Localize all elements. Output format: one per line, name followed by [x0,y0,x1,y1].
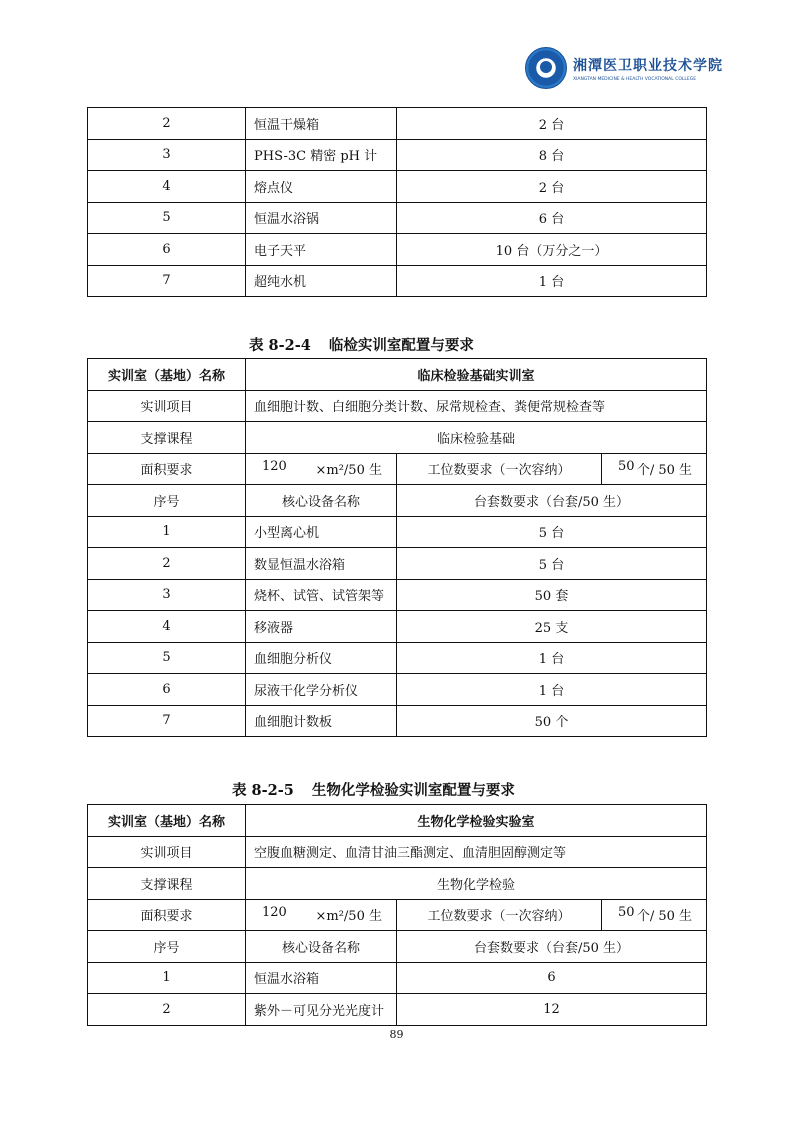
table-row [88,234,707,266]
area-label: 面积要求 [88,899,246,931]
col-header-number: 序号 [88,485,246,517]
equipment-quantity: 50 个 [397,705,707,737]
table-row [88,548,707,580]
equipment-quantity: 6 台 [397,202,707,234]
course-value: 生物化学检验 [246,868,707,900]
course-row [88,868,707,900]
equipment-name: 紫外－可见分光光度计 [246,994,397,1026]
college-name-en: XIANGTAN MEDICINE & HEALTH VOCATIONAL COLLEGE [573,76,697,82]
row-number: 1 [88,516,246,548]
area-value: 120 [262,459,287,475]
equipment-name: 血细胞分析仪 [246,642,397,674]
equipment-quantity: 5 台 [397,548,707,580]
table-825 [87,804,707,1026]
table-row [88,516,707,548]
equipment-quantity: 12 [397,994,707,1026]
station-unit: 个/ 50 生 [636,909,693,925]
column-header-row [88,931,707,963]
room-name-row [88,359,707,391]
equipment-quantity: 50 套 [397,579,707,611]
room-name-row [88,805,707,837]
area-label: 面积要求 [88,453,246,485]
area-unit: ×m²/50 生 [315,909,382,925]
equipment-quantity: 5 台 [397,516,707,548]
room-label: 实训室（基地）名称 [88,359,246,391]
table-row [88,994,707,1026]
col-header-quantity: 台套数要求（台套/50 生） [397,485,707,517]
table-824-number: 表 8-2-4 [249,337,311,354]
col-header-name: 核心设备名称 [246,485,397,517]
college-name [573,55,723,82]
table-row [88,579,707,611]
equipment-name: 恒温水浴箱 [246,962,397,994]
row-number: 2 [88,108,246,140]
col-header-quantity: 台套数要求（台套/50 生） [397,931,707,963]
table-row [88,108,707,140]
equipment-quantity: 8 台 [397,139,707,171]
training-items-value: 血细胞计数、白细胞分类计数、尿常规检查、粪便常规检查等 [246,390,707,422]
station-value: 50 [618,459,635,475]
station-value: 50 [618,905,635,921]
table-row [88,705,707,737]
equipment-table-continued [87,107,707,297]
training-items-row [88,836,707,868]
table-row [88,674,707,706]
college-logo [525,44,723,92]
table-row [88,265,707,297]
equipment-quantity: 2 台 [397,171,707,203]
table-825-number: 表 8-2-5 [232,782,294,799]
row-number: 6 [88,234,246,266]
training-items-label: 实训项目 [88,390,246,422]
table-row [88,171,707,203]
table-824-caption [249,334,474,355]
table-row [88,202,707,234]
row-number: 7 [88,265,246,297]
college-name-cn: 湘潭医卫职业技术学院 [573,57,723,74]
room-label: 实训室（基地）名称 [88,805,246,837]
table-824 [87,358,707,737]
area-value: 120 [262,905,287,921]
training-items-value: 空腹血糖测定、血清甘油三酯测定、血清胆固醇测定等 [246,836,707,868]
station-label: 工位数要求（一次容纳） [397,899,602,931]
room-name: 生物化学检验实验室 [246,805,707,837]
row-number: 3 [88,139,246,171]
equipment-name: 尿液干化学分析仪 [246,674,397,706]
col-header-number: 序号 [88,931,246,963]
page-number: 89 [389,1028,404,1041]
col-header-name: 核心设备名称 [246,931,397,963]
training-items-label: 实训项目 [88,836,246,868]
table-row [88,611,707,643]
row-number: 5 [88,202,246,234]
table-row [88,642,707,674]
row-number: 1 [88,962,246,994]
equipment-name: 电子天平 [246,234,397,266]
equipment-quantity: 6 [397,962,707,994]
column-header-row [88,485,707,517]
area-requirement [246,453,397,485]
equipment-name: 血细胞计数板 [246,705,397,737]
row-number: 5 [88,642,246,674]
course-label: 支撑课程 [88,422,246,454]
equipment-name: 移液器 [246,611,397,643]
equipment-name: 熔点仪 [246,171,397,203]
training-items-row [88,390,707,422]
course-value: 临床检验基础 [246,422,707,454]
station-unit: 个/ 50 生 [636,463,693,479]
table-row [88,962,707,994]
area-row [88,453,707,485]
course-label: 支撑课程 [88,868,246,900]
equipment-name: 恒温干燥箱 [246,108,397,140]
row-number: 4 [88,171,246,203]
row-number: 6 [88,674,246,706]
station-label: 工位数要求（一次容纳） [397,453,602,485]
area-unit: ×m²/50 生 [315,463,382,479]
table-row [88,139,707,171]
row-number: 2 [88,994,246,1026]
room-name: 临床检验基础实训室 [246,359,707,391]
equipment-name: 小型离心机 [246,516,397,548]
station-requirement [602,899,707,931]
course-row [88,422,707,454]
equipment-name: 恒温水浴锅 [246,202,397,234]
equipment-quantity: 2 台 [397,108,707,140]
area-row [88,899,707,931]
equipment-name: 数显恒温水浴箱 [246,548,397,580]
area-requirement [246,899,397,931]
equipment-quantity: 1 台 [397,265,707,297]
table-825-title: 生物化学检验实训室配置与要求 [311,782,515,799]
equipment-quantity: 1 台 [397,642,707,674]
equipment-name: 烧杯、试管、试管架等 [246,579,397,611]
equipment-name: PHS-3C 精密 pH 计 [246,139,397,171]
equipment-name: 超纯水机 [246,265,397,297]
college-emblem-icon [525,47,567,89]
row-number: 2 [88,548,246,580]
equipment-quantity: 10 台（万分之一） [397,234,707,266]
equipment-quantity: 25 支 [397,611,707,643]
equipment-quantity: 1 台 [397,674,707,706]
table-825-caption [232,779,515,800]
station-requirement [602,453,707,485]
row-number: 7 [88,705,246,737]
table-824-title: 临检实训室配置与要求 [328,337,474,354]
row-number: 3 [88,579,246,611]
row-number: 4 [88,611,246,643]
